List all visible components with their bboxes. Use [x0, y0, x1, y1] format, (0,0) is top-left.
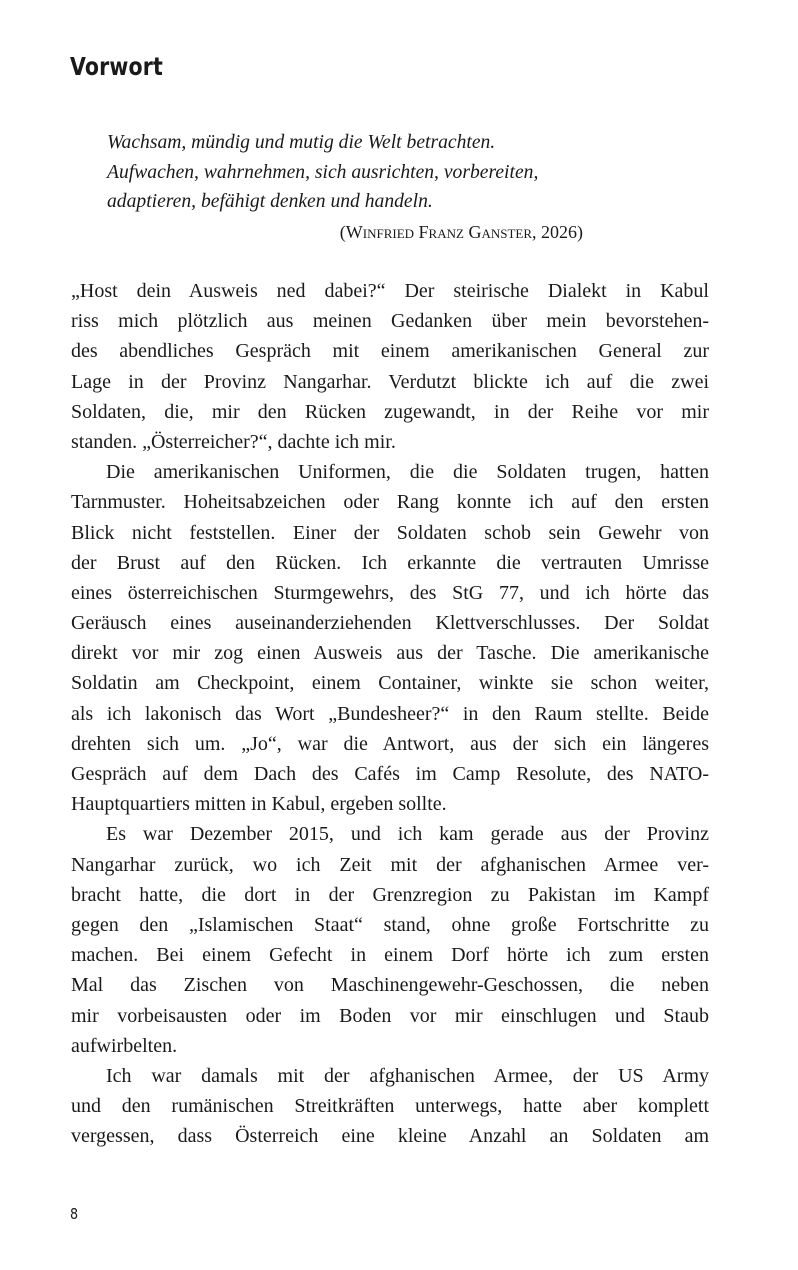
text-line: als ich lakonisch das Wort „Bundesheer?“ in den Raum stellte. Beide: [71, 702, 709, 725]
text-line: Geräusch eines auseinanderziehenden Klettverschlusses. Der Soldat: [71, 612, 709, 635]
text-line: des abendliches Gespräch mit einem amerikanischen General zur: [71, 340, 709, 363]
text-line: Soldaten, die, mir den Rücken zugewandt, in der Reihe vor mir: [71, 400, 709, 423]
text-line: Gespräch auf dem Dach des Cafés im Camp Resolute, des NATO-: [71, 763, 709, 785]
text-line: aufwirbelten.: [71, 1034, 178, 1057]
epigraph-line: Wachsam, mündig und mutig die Welt betrachten.: [107, 132, 496, 153]
text-line: gegen den „Islamischen Staat“ stand, ohne große Fortschritte zu: [71, 913, 709, 936]
epigraph-attribution: (Winfried Franz Ganster, 2026): [339, 222, 583, 242]
text-line: Die amerikanischen Uniformen, die die Soldaten trugen, hatten: [106, 461, 709, 484]
text-line: Ich war damals mit der afghanischen Armee, der US Army: [106, 1064, 709, 1087]
page-number: 8: [70, 1205, 79, 1223]
text-line: „Host dein Ausweis ned dabei?“ Der steirische Dialekt in Kabul: [71, 280, 709, 302]
chapter-heading: Vorwort: [70, 52, 164, 81]
text-line: Hauptquartiers mitten in Kabul, ergeben sollte.: [71, 793, 447, 816]
text-line: und den rumänischen Streitkräften unterwegs, hatte aber komplett: [71, 1095, 709, 1118]
text-line: mir vorbeisausten oder im Boden vor mir einschlugen und Staub: [71, 1004, 709, 1027]
epigraph: [107, 128, 585, 217]
text-line: Lage in der Provinz Nangarhar. Verdutzt blickte ich auf die zwei: [71, 370, 709, 393]
paragraph: [71, 819, 709, 1061]
text-line: Tarnmuster. Hoheitsabzeichen oder Rang konnte ich auf den ersten: [71, 491, 709, 514]
text-line: eines österreichischen Sturmgewehrs, des StG 77, und ich hörte das: [71, 581, 709, 604]
text-line: machen. Bei einem Gefecht in einem Dorf hörte ich zum ersten: [71, 944, 709, 967]
epigraph-line: Aufwachen, wahrnehmen, sich ausrichten, vorbereiten,: [107, 161, 539, 183]
text-line: drehten sich um. „Jo“, war die Antwort, aus der sich ein längeres: [71, 732, 709, 755]
text-line: direkt vor mir zog einen Ausweis aus der Tasche. Die amerikanische: [71, 642, 709, 665]
paragraph: [71, 276, 709, 457]
epigraph-line: adaptieren, befähigt denken und handeln.: [107, 191, 433, 212]
text-line: Mal das Zischen von Maschinengewehr-Geschossen, die neben: [71, 974, 709, 997]
text-line: vergessen, dass Österreich eine kleine Anzahl an Soldaten am: [71, 1125, 709, 1148]
text-line: riss mich plötzlich aus meinen Gedanken über mein bevorstehen-: [71, 310, 709, 333]
text-line: der Brust auf den Rücken. Ich erkannte die vertrauten Umrisse: [71, 551, 709, 574]
text-line: Soldatin am Checkpoint, einem Container, winkte sie schon weiter,: [71, 672, 709, 695]
text-line: standen. „Österreicher?“, dachte ich mir.: [71, 430, 396, 453]
paragraph: [71, 1061, 709, 1152]
text-line: Blick nicht feststellen. Einer der Soldaten schob sein Gewehr von: [71, 521, 709, 544]
text-line: Es war Dezember 2015, und ich kam gerade aus der Provinz: [106, 823, 709, 846]
body-text: [71, 276, 709, 1151]
text-line: Nangarhar zurück, wo ich Zeit mit der afghanischen Armee ver-: [71, 853, 709, 876]
text-line: bracht hatte, die dort in der Grenzregion zu Pakistan im Kampf: [71, 883, 709, 906]
paragraph: [71, 457, 709, 819]
